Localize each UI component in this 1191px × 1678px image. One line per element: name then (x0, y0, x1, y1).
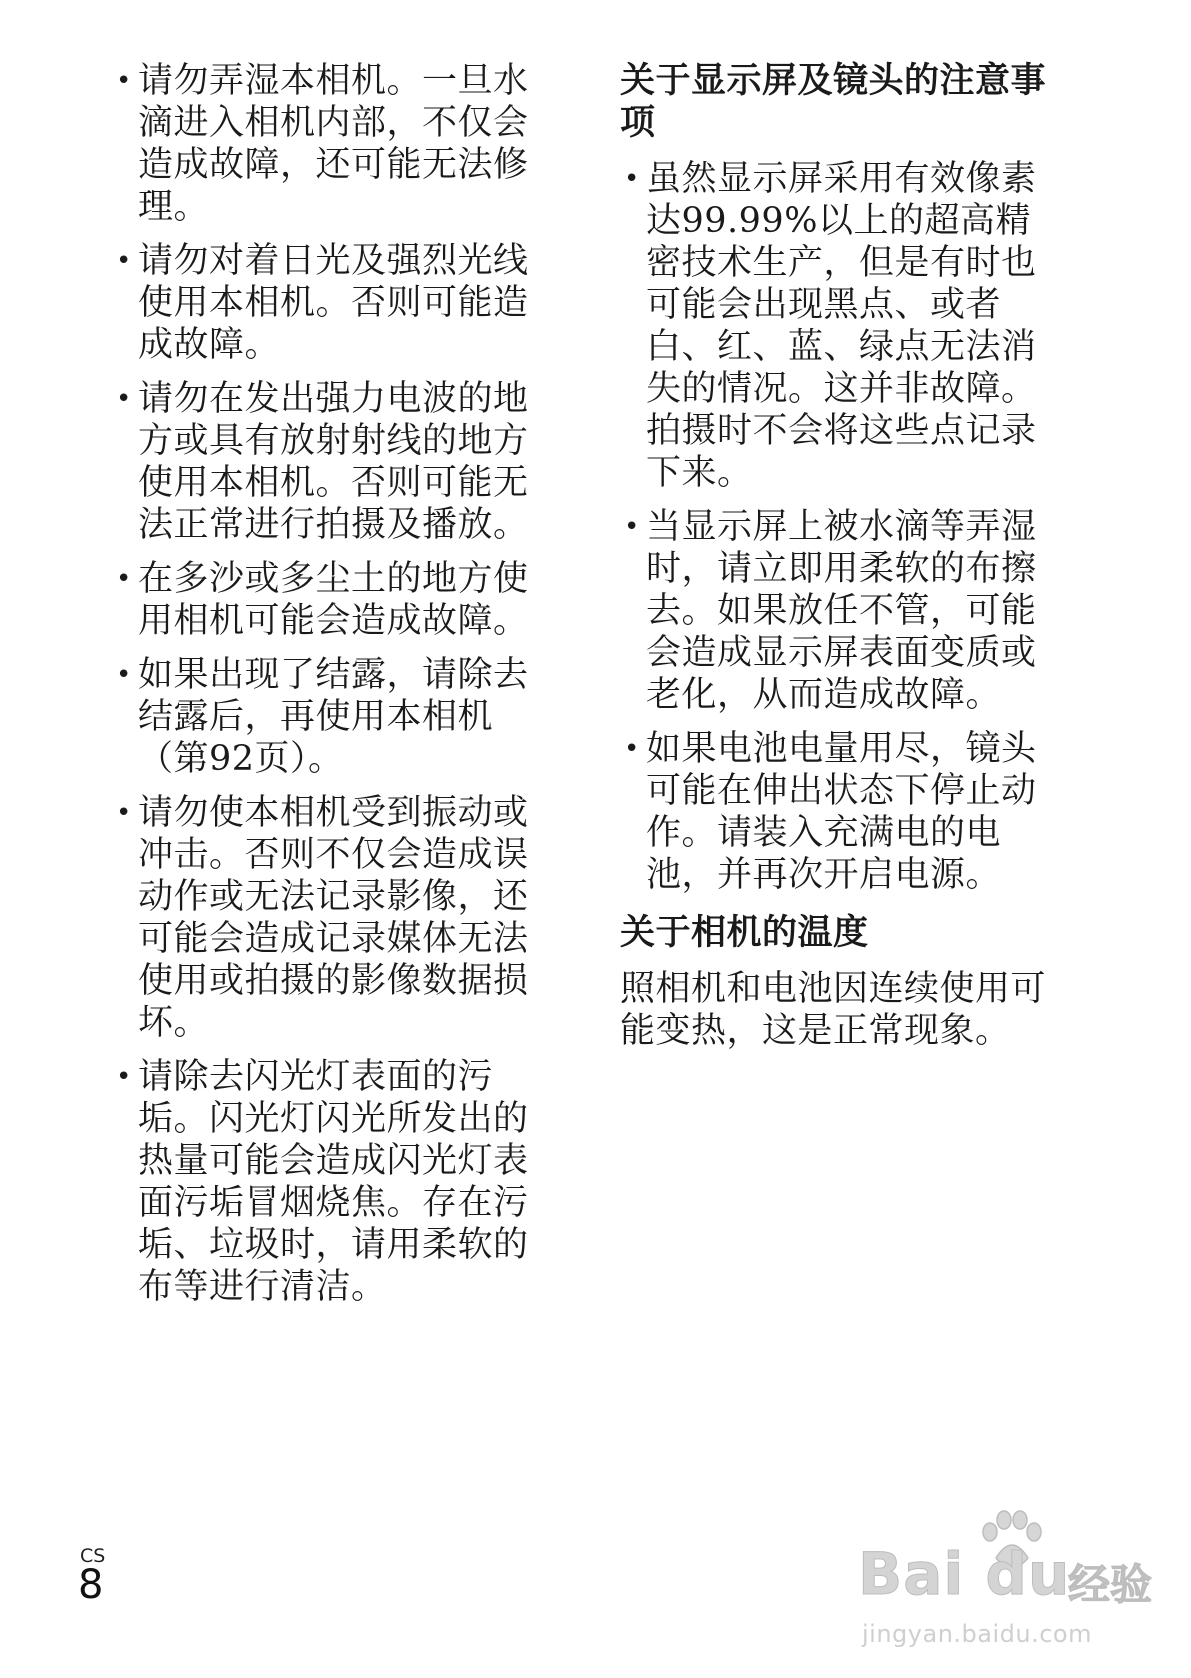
baidu-watermark (858, 1510, 1158, 1660)
list-item (112, 378, 542, 546)
display-lens-list (620, 158, 1060, 896)
bullet-icon: • (116, 246, 132, 276)
list-item (112, 1056, 542, 1308)
list-item-text: 如果出现了结露，请除去结露后，再使用本相机（第92页）。 (138, 655, 529, 779)
bullet-icon: • (624, 512, 640, 542)
list-item-text: 虽然显示屏采用有效像素达99.99%以上的超高精密技术生产，但是有时也可能会出现黑点、或者白、红、蓝、绿点无法消失的情况。这并非故障。拍摄时不会将这些点记录下来。 (646, 159, 1037, 493)
list-item (112, 558, 542, 642)
list-item (112, 654, 542, 780)
list-item-text: 当显示屏上被水滴等弄湿时，请立即用柔软的布擦去。如果放任不管，可能会造成显示屏表面变质或老化，从而造成故障。 (646, 507, 1037, 715)
watermark-url: jingyan.baidu.com (862, 1620, 1092, 1648)
watermark-logo: Bai du (858, 1540, 1071, 1608)
bullet-icon: • (116, 564, 132, 594)
list-item-text: 请勿使本相机受到振动或冲击。否则不仅会造成误动作或无法记录影像，还可能会造成记录媒体无法使用或拍摄的影像数据损坏。 (138, 793, 529, 1043)
temperature-paragraph: 照相机和电池因连续使用可能变热，这是正常现象。 (620, 969, 1047, 1051)
language-code: CS (80, 1545, 106, 1567)
list-item (112, 60, 542, 228)
bullet-icon: • (116, 66, 132, 96)
bullet-icon: • (116, 798, 132, 828)
list-item-text: 请勿弄湿本相机。一旦水滴进入相机内部，不仅会造成故障，还可能无法修理。 (138, 61, 529, 227)
list-item (112, 240, 542, 366)
list-item (112, 792, 542, 1044)
bullet-icon: • (116, 660, 132, 690)
list-item (620, 728, 1060, 896)
list-item-text: 请除去闪光灯表面的污垢。闪光灯闪光所发出的热量可能会造成闪光灯表面污垢冒烟烧焦。存在污垢、垃圾时，请用柔软的布等进行清洁。 (138, 1057, 529, 1307)
bullet-icon: • (116, 1062, 132, 1092)
caution-list (112, 60, 542, 1308)
list-item-text: 请勿对着日光及强烈光线使用本相机。否则可能造成故障。 (138, 241, 529, 365)
watermark-suffix: 经验 (1068, 1560, 1153, 1609)
list-item-text: 请勿在发出强力电波的地方或具有放射射线的地方使用本相机。否则可能无法正常进行拍摄及播放。 (138, 379, 529, 545)
page-number: 8 (78, 1562, 104, 1608)
list-item (620, 506, 1060, 716)
list-item-text: 在多沙或多尘土的地方使用相机可能会造成故障。 (138, 559, 529, 641)
right-column (620, 60, 1060, 1052)
bullet-icon: • (624, 164, 640, 194)
list-item-text: 如果电池电量用尽，镜头可能在伸出状态下停止动作。请装入充满电的电池，并再次开启电源。 (646, 729, 1037, 895)
bullet-icon: • (116, 384, 132, 414)
list-item (620, 158, 1060, 494)
section-heading-temperature: 关于相机的温度 (620, 913, 869, 953)
section-heading-display-lens: 关于显示屏及镜头的注意事项 (620, 61, 1047, 143)
bullet-icon: • (624, 734, 640, 764)
left-column (112, 60, 542, 1320)
